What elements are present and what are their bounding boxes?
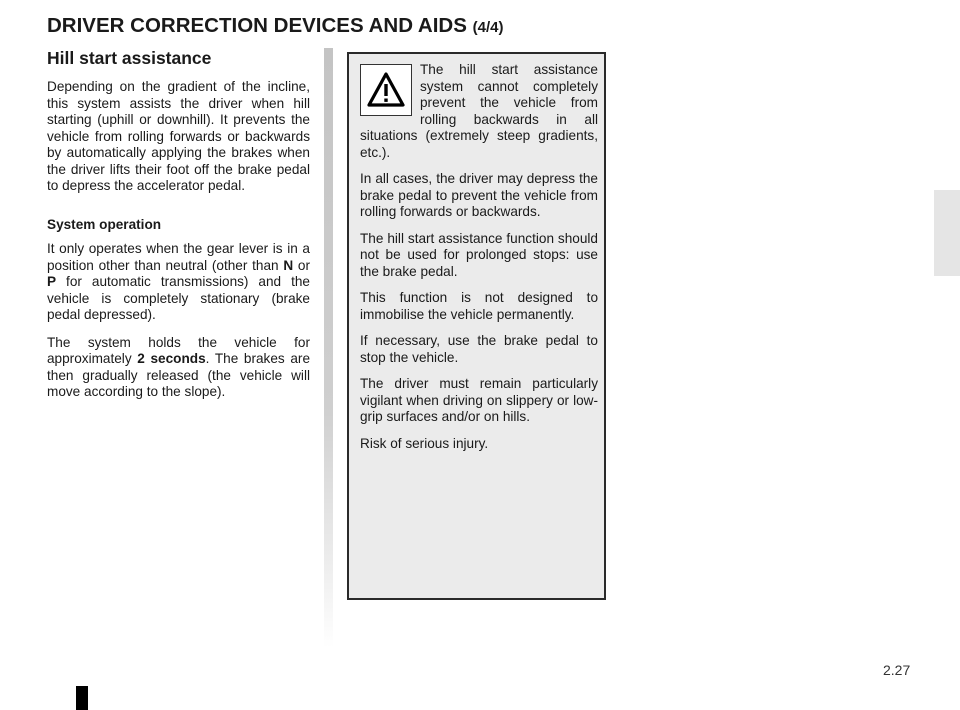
crop-mark (76, 686, 88, 710)
section-heading: Hill start assistance (47, 48, 212, 68)
page-number: 2.27 (883, 662, 911, 678)
warning-paragraph: The hill start assistance system cannot completely prevent the vehicle from rolling backwards in all situations (extremely steep gradients, etc.). (360, 62, 598, 160)
page-title-text: DRIVER CORRECTION DEVICES AND AIDS (47, 14, 467, 37)
warning-paragraph: If necessary, use the brake pedal to stop the vehicle. (360, 333, 598, 365)
gear-p-label: P (47, 274, 57, 289)
page-title-part: (4/4) (472, 19, 504, 36)
text-run: It only operates when the gear lever is in a position other than neutral (other than (47, 241, 310, 273)
chapter-tab (934, 190, 960, 276)
text-run: or (293, 257, 310, 273)
warning-paragraph: This function is not designed to immobilise the vehicle permanently. (360, 290, 598, 322)
system-operation-heading: System operation (47, 216, 162, 232)
warning-paragraph: The driver must remain particularly vigilant when driving on slippery or low-grip surfaces and/or on hills. (360, 376, 598, 424)
gear-n-label: N (283, 257, 294, 273)
text-run: for automatic transmissions) and the vehicle is completely stationary (brake pedal depressed). (47, 274, 310, 322)
system-operation-paragraph-1 (47, 241, 310, 324)
intro-paragraph: Depending on the gradient of the incline, this system assists the driver when hill starting (uphill or downhill). It prevents the vehicle from rolling forwards or backwards by automatically applying the brakes when the driver lifts their foot off the brake pedal to depress the accelerator pedal. (47, 79, 310, 193)
warning-paragraph: In all cases, the driver may depress the brake pedal to prevent the vehicle from rolling forwards or backwards. (360, 171, 598, 219)
warning-paragraph: The hill start assistance function should not be used for prolonged stops: use the brake pedal. (360, 230, 598, 279)
hold-duration: 2 seconds (137, 351, 206, 366)
warning-box (347, 52, 606, 600)
page-title (47, 14, 503, 38)
text-run: . The brakes are then gradually released (the vehicle will move according to the slope). (47, 351, 311, 399)
system-operation-paragraph-2 (47, 335, 310, 401)
warning-triangle-icon (360, 64, 412, 116)
main-column (47, 48, 310, 412)
text-run: The system holds the vehicle for approximately (47, 334, 310, 366)
warning-paragraph: Risk of serious injury. (360, 435, 489, 451)
column-divider (324, 48, 333, 648)
